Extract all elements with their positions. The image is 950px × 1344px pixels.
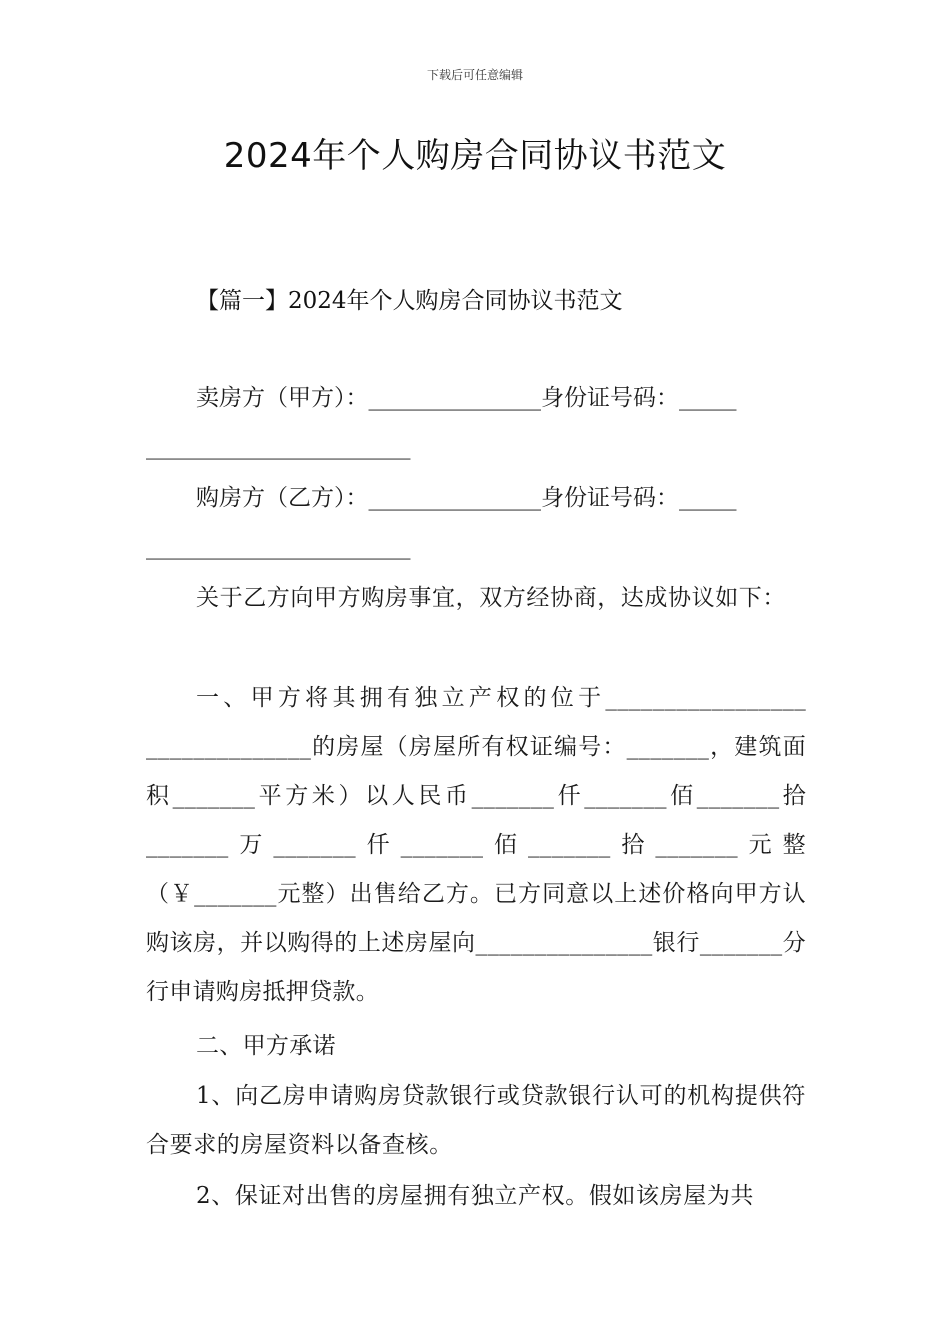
seller-info-blank: _______________________ bbox=[146, 434, 411, 460]
intro-paragraph: 关于乙方向甲方购房事宜，双方经协商，达成协议如下： bbox=[196, 585, 786, 611]
buyer-info-blank: _______________________ bbox=[146, 534, 411, 560]
seller-info-line bbox=[146, 374, 806, 472]
clause-two-item-1: 1、向乙房申请购房贷款银行或贷款银行认可的机构提供符合要求的房屋资料以备查核。 bbox=[146, 1083, 806, 1158]
clause-one-paragraph: 一、甲方将其拥有独立产权的位于_________________ ______________的房屋（房屋所有权证编号：_______，建筑面积_______平方米）以人民币_______仟_______佰_______拾_______万_______仟_______佰_______拾_______元整（￥_______元整）出售给乙方。已方同意以上述价格向甲方认购该房，并以购得的上述房屋向_______________银行_______分行申请购房抵押贷款。 bbox=[146, 685, 806, 1005]
buyer-info-line bbox=[146, 474, 806, 572]
document-title: 2024年个人购房合同协议书范文 bbox=[223, 136, 727, 176]
clause-two-item-2: 2、保证对出售的房屋拥有独立产权。假如该房屋为共 bbox=[196, 1183, 755, 1209]
clause-two-heading: 二、甲方承诺 bbox=[196, 1033, 336, 1059]
header-note: 下载后可任意编辑 bbox=[426, 68, 523, 82]
buyer-info-row: 购房方（乙方）：_______________身份证号码：_____ bbox=[196, 485, 737, 511]
seller-info-row: 卖房方（甲方）：_______________身份证号码：_____ bbox=[196, 385, 737, 411]
section-heading: 【篇一】2024年个人购房合同协议书范文 bbox=[196, 288, 623, 314]
